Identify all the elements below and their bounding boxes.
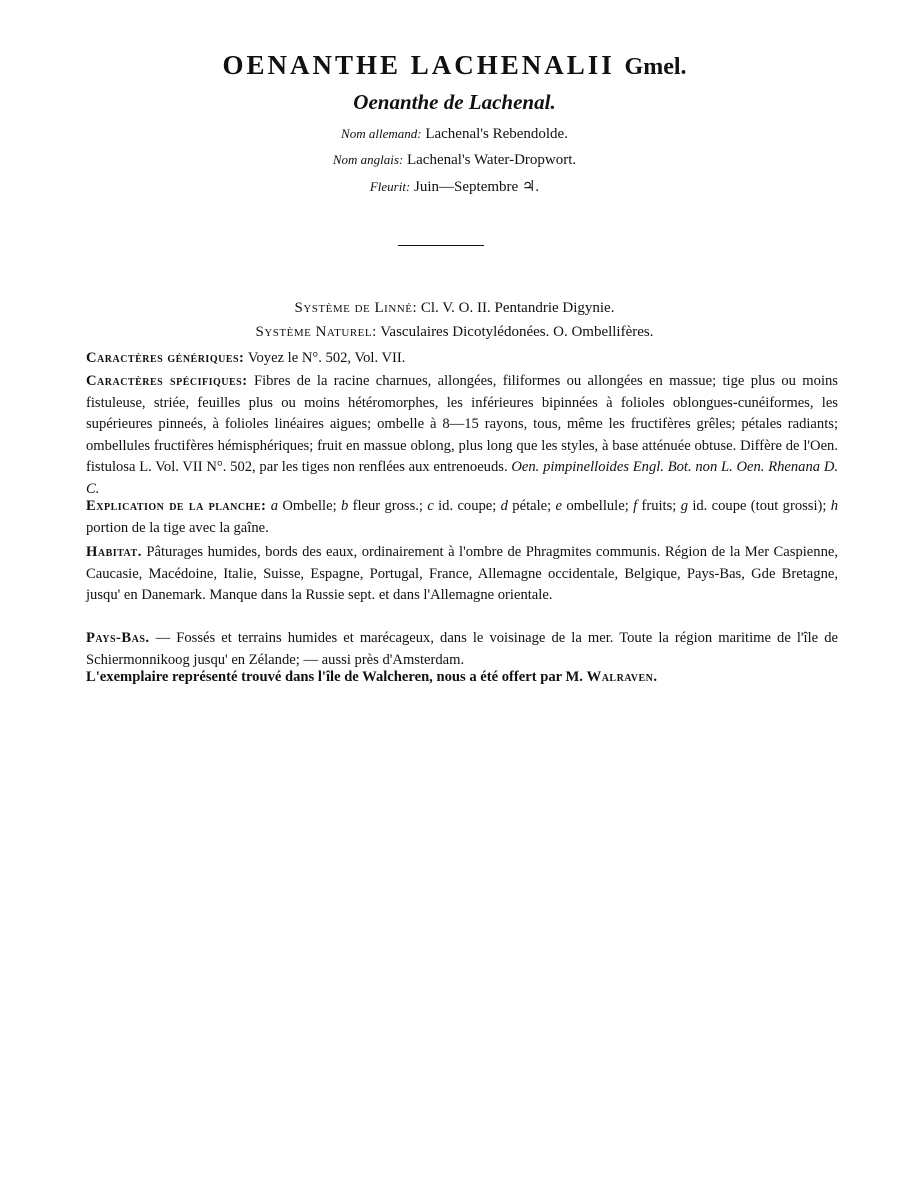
netherlands-distribution bbox=[86, 628, 838, 671]
plate-item-text: portion de la tige avec la gaîne. bbox=[86, 519, 269, 536]
plate-item-text: id. coupe (tout grossi); bbox=[692, 498, 827, 514]
plate-item-letter: e bbox=[555, 498, 563, 514]
specific-characters bbox=[86, 371, 838, 500]
netherlands-label: Pays-Bas. bbox=[86, 630, 150, 646]
plate-item-letter: g bbox=[680, 498, 688, 514]
plate-explanation-label: Explication de la planche: bbox=[86, 498, 267, 514]
donor-name: Walraven. bbox=[586, 669, 658, 685]
section-divider bbox=[398, 245, 484, 246]
plate-item-text: fleur gross.; bbox=[352, 498, 423, 514]
plate-item bbox=[271, 498, 337, 514]
natural-system-line bbox=[0, 324, 909, 341]
plate-item-text: ombellule; bbox=[566, 498, 629, 514]
plate-explanation bbox=[86, 496, 838, 539]
habitat-label: Habitat. bbox=[86, 544, 142, 560]
species-name: OENANTHE LACHENALII bbox=[222, 50, 615, 80]
species-title bbox=[0, 50, 909, 81]
species-author: Gmel. bbox=[624, 54, 687, 80]
linnaean-system: Cl. V. O. II. Pentandrie Digynie. bbox=[420, 300, 615, 316]
plate-item-letter: a bbox=[270, 498, 278, 514]
plate-item bbox=[681, 498, 827, 514]
plate-item bbox=[427, 498, 496, 514]
plate-item-letter: h bbox=[830, 498, 839, 514]
english-name-label: Nom anglais: bbox=[332, 152, 404, 167]
plate-item bbox=[633, 498, 676, 514]
habitat bbox=[86, 542, 838, 607]
generic-characters-text: Voyez le N°. 502, Vol. VII. bbox=[247, 350, 406, 366]
flowering-line bbox=[0, 177, 909, 196]
specimen-note bbox=[86, 667, 838, 689]
generic-characters bbox=[86, 348, 838, 370]
plate-item-text: Ombelle; bbox=[282, 498, 337, 514]
netherlands-text: — Fossés et terrains humides et marécageux, dans le voisinage de la mer. Toute la région maritime de l'île de Schiermonnikoog jusqu' en Zélande; — aussi près d'Amsterdam. bbox=[86, 630, 838, 668]
plate-item bbox=[556, 498, 629, 514]
german-name-label: Nom allemand: bbox=[341, 126, 422, 141]
plate-item-letter: c bbox=[427, 498, 434, 514]
plate-item-text: id. coupe; bbox=[438, 498, 497, 514]
generic-characters-label: Caractères génériques: bbox=[86, 350, 245, 366]
plate-item bbox=[501, 498, 552, 514]
synonyms: Oen. pimpinelloides Engl. Bot. non L. Oen. Rhenana D. C. bbox=[86, 459, 839, 497]
specimen-text: L'exemplaire représenté trouvé dans l'île de Walcheren, nous a été offert par M. bbox=[86, 669, 583, 685]
german-name-line bbox=[0, 126, 909, 143]
natural-system: Vasculaires Dicotylédonées. O. Ombellifères. bbox=[380, 324, 654, 340]
english-name-line bbox=[0, 152, 909, 169]
specific-characters-label: Caractères spécifiques: bbox=[86, 373, 248, 389]
linnaean-system-line bbox=[0, 300, 909, 317]
german-name: Lachenal's Rebendolde. bbox=[425, 126, 568, 142]
specific-characters-text: Fibres de la racine charnues, allongées, filiformes ou allongées en massue; tige plus ou moins fistuleuse, striée, feuilles plus ou moins hétéromorphes, les inférieures bipinnées à folioles oblongues-cunéiformes, les supérieures pinneés, à folioles linéaires aigues; ombelle à 8—15 rayons, tous, même les fructifères grêles; pétales radiants; ombellules fructifères hémisphériques; fruit en massue oblong, plus long que les styles, à base atténuée obtuse. Diffère de l'Oen. fistulosa L. Vol. VII N°. 502, par les tiges non renflées aux entrenoeuds. bbox=[86, 373, 838, 475]
plate-item bbox=[341, 498, 423, 514]
plate-item-letter: b bbox=[340, 498, 349, 514]
plate-item-text: pétale; bbox=[512, 498, 552, 514]
plate-item-letter: f bbox=[633, 498, 638, 514]
plate-item-letter: d bbox=[500, 498, 508, 514]
natural-system-label: Système Naturel: bbox=[255, 324, 377, 340]
flowering-period: Juin—Septembre ♃. bbox=[414, 179, 540, 195]
plate-item-text: fruits; bbox=[641, 498, 677, 514]
linnaean-system-label: Système de Linné: bbox=[294, 300, 418, 316]
habitat-text: Pâturages humides, bords des eaux, ordinairement à l'ombre de Phragmites communis. Région de la Mer Caspienne, Caucasie, Macédoine, Italie, Suisse, Espagne, Portugal, France, Allemagne occidentale, Belgique, Pays-Bas, Gde Bretagne, jusqu' en Danemark. Manque dans la Russie sept. et dans l'Allemagne orientale. bbox=[86, 544, 838, 603]
english-name: Lachenal's Water-Dropwort. bbox=[406, 152, 577, 168]
flowering-label: Fleurit: bbox=[369, 179, 411, 194]
french-name: Oenanthe de Lachenal. bbox=[353, 90, 556, 114]
